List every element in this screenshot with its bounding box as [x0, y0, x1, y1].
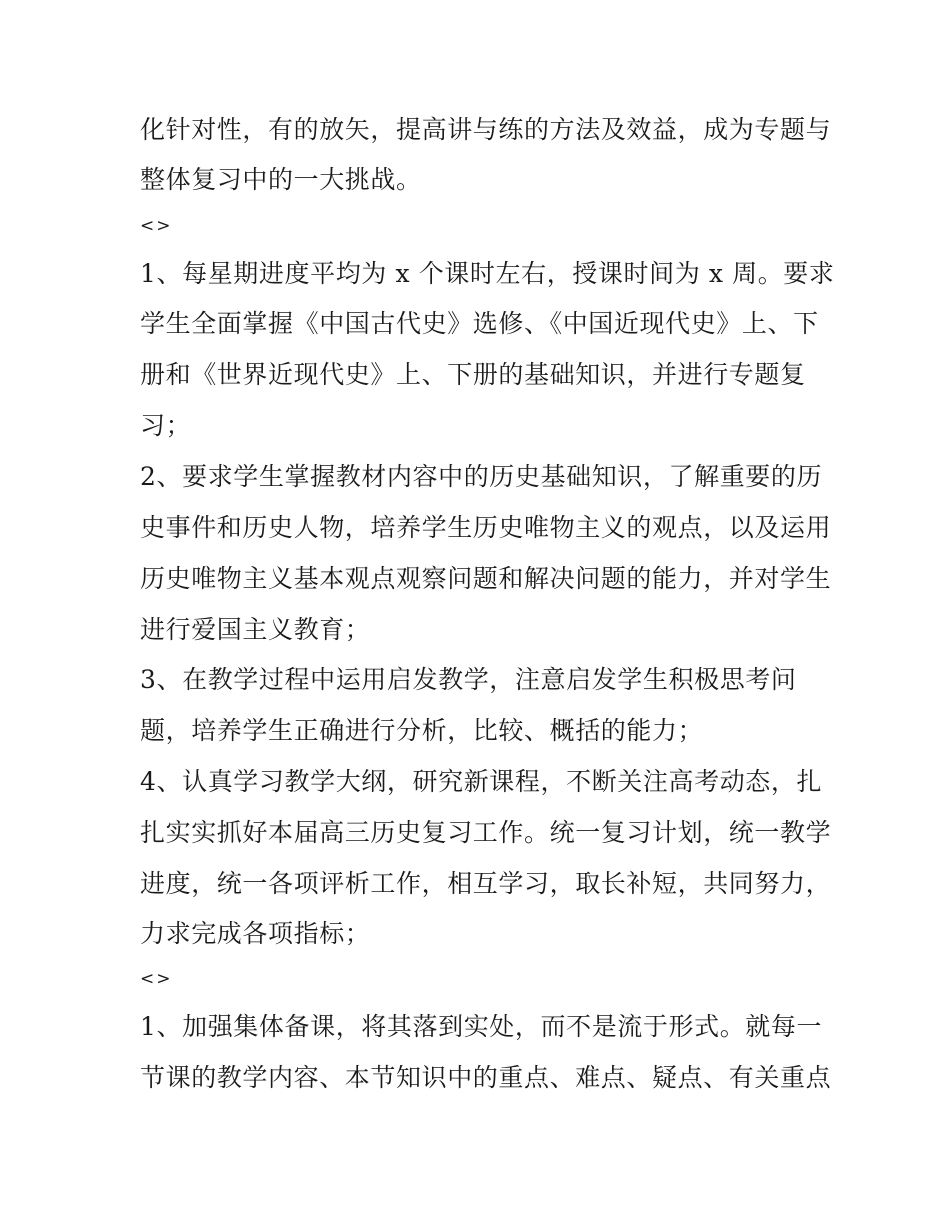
- text-line: 1、每星期进度平均为 x 个课时左右，授课时间为 x 周。要求: [140, 259, 835, 288]
- section-marker: <>: [140, 969, 173, 989]
- text-line: 力求完成各项指标；: [140, 919, 371, 948]
- section-marker: <>: [140, 216, 173, 236]
- text-line: 进度，统一各项评析工作，相互学习，取长补短，共同努力，: [140, 869, 832, 898]
- text-line: 3、在教学过程中运用启发教学，注意启发学生积极思考问: [140, 665, 797, 694]
- text-line: 整体复习中的一大挑战。: [140, 165, 422, 194]
- text-line: 学生全面掌握《中国古代史》选修、《中国近现代史》上、下: [140, 309, 819, 338]
- text-line: 进行爱国主义教育；: [140, 615, 371, 644]
- text-line: 化针对性，有的放矢，提高讲与练的方法及效益，成为专题与: [140, 115, 832, 144]
- text-line: 扎实实抓好本届高三历史复习工作。统一复习计划，统一教学: [140, 818, 832, 847]
- text-line: 4、认真学习教学大纲，研究新课程，不断关注高考动态，扎: [140, 767, 823, 796]
- text-line: 册和《世界近现代史》上、下册的基础知识，并进行专题复: [140, 360, 806, 389]
- text-line: 习；: [140, 411, 192, 440]
- text-line: 节课的教学内容、本节知识中的重点、难点、疑点、有关重点: [140, 1063, 832, 1092]
- text-line: 史事件和历史人物，培养学生历史唯物主义的观点，以及运用: [140, 513, 832, 542]
- text-line: 2、要求学生掌握教材内容中的历史基础知识，了解重要的历: [140, 462, 823, 491]
- text-line: 1、加强集体备课，将其落到实处，而不是流于形式。就每一: [140, 1012, 823, 1041]
- text-line: 历史唯物主义基本观点观察问题和解决问题的能力，并对学生: [140, 564, 832, 593]
- text-line: 题，培养学生正确进行分析，比较、概括的能力；: [140, 716, 704, 745]
